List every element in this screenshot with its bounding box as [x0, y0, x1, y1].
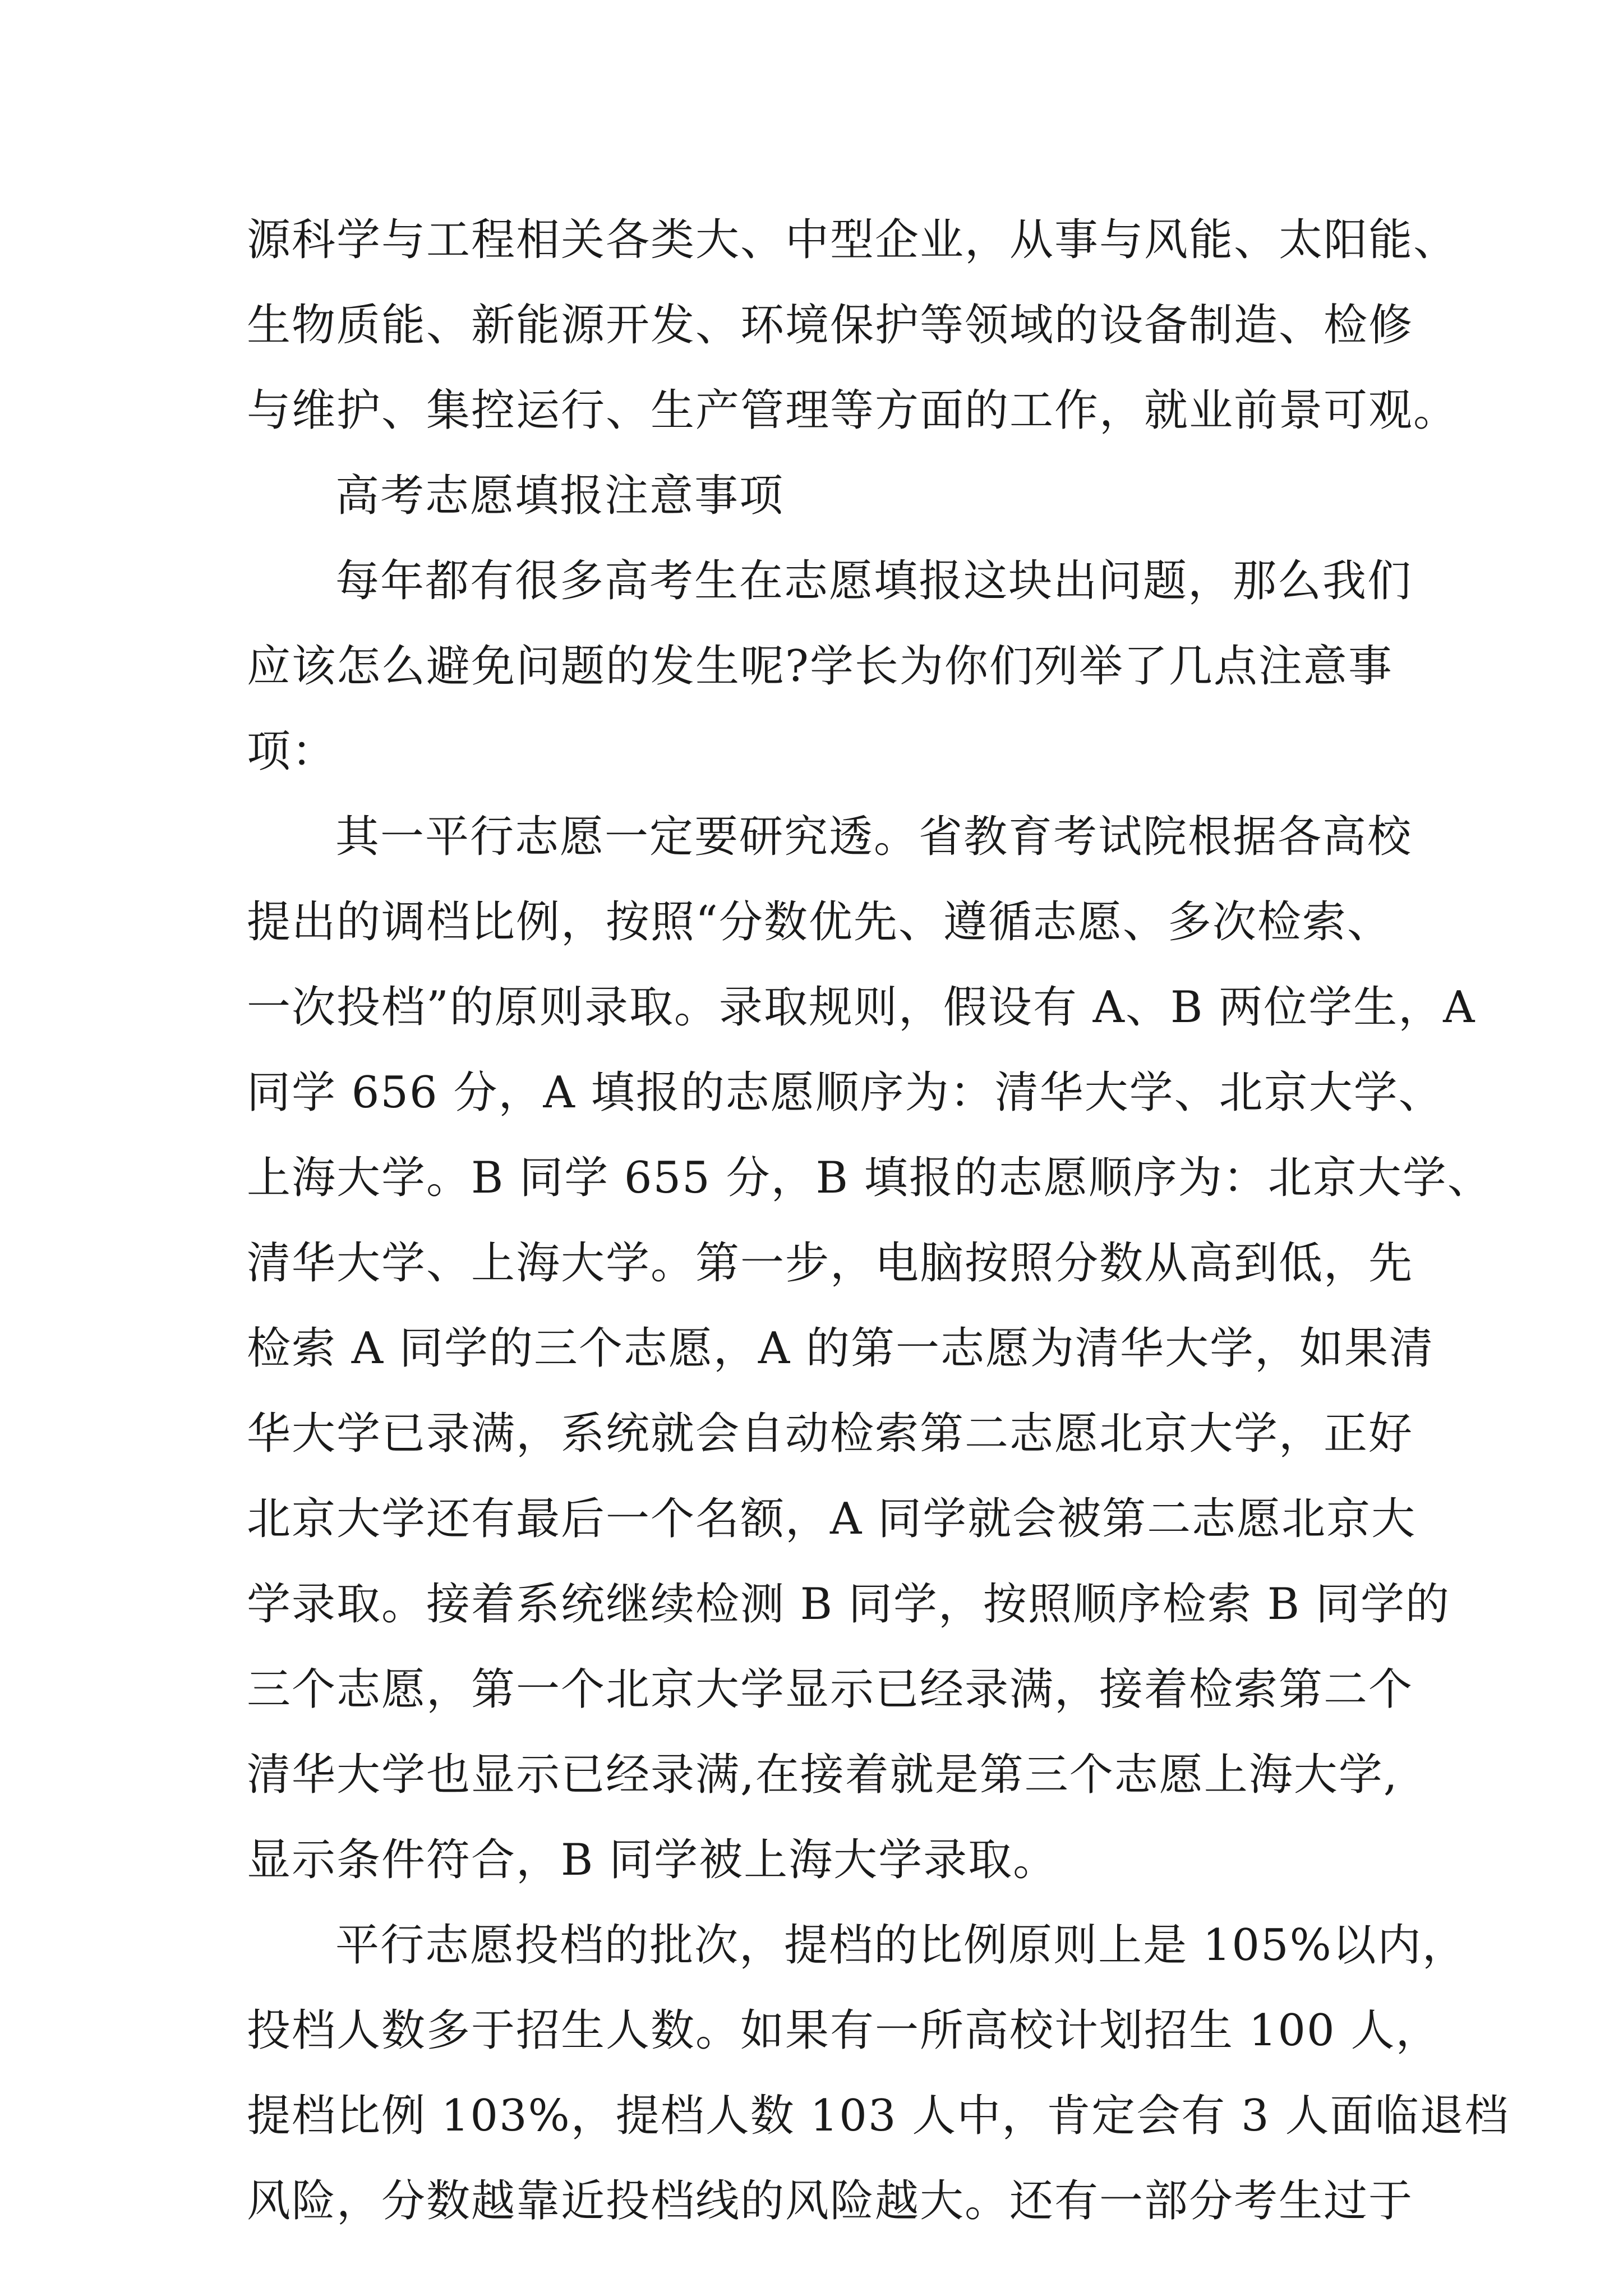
- text-line: 检索 A 同学的三个志愿，A 的第一志愿为清华大学，如果清: [247, 1323, 1435, 1374]
- text-line: 投档人数多于招生人数。如果有一所高校计划招生 100 人，: [247, 2005, 1441, 2056]
- text-line: 北京大学还有最后一个名额，A 同学就会被第二志愿北京大: [247, 1494, 1417, 1544]
- text-line: 风险，分数越靠近投档线的风险越大。还有一部分考生过于: [247, 2176, 1414, 2226]
- text-line: 上海大学。B 同学 655 分，B 填报的志愿顺序为：北京大学、: [247, 1153, 1492, 1203]
- text-line: 同学 656 分，A 填报的志愿顺序为：清华大学、北京大学、: [247, 1068, 1444, 1118]
- text-line: 学录取。接着系统继续检测 B 同学，按照顺序检索 B 同学的: [247, 1579, 1450, 1630]
- text-line: 其一平行志愿一定要研究透。省教育考试院根据各高校: [335, 812, 1413, 862]
- section-heading: 高考志愿填报注意事项: [335, 471, 785, 521]
- text-line: 提档比例 103%，提档人数 103 人中，肯定会有 3 人面临退档: [247, 2091, 1510, 2141]
- text-line: 一次投档”的原则录取。录取规则，假设有 A、B 两位学生，A: [247, 982, 1476, 1033]
- text-line: 清华大学、上海大学。第一步，电脑按照分数从高到低，先: [247, 1238, 1414, 1289]
- text-line: 生物质能、新能源开发、环境保护等领域的设备制造、检修: [247, 300, 1414, 351]
- text-line: 每年都有很多高考生在志愿填报这块出问题，那么我们: [335, 556, 1413, 606]
- text-line: 华大学已录满，系统就会自动检索第二志愿北京大学，正好: [247, 1409, 1414, 1459]
- text-line: 项：: [247, 726, 337, 777]
- text-line: 平行志愿投档的批次，提档的比例原则上是 105%以内，: [335, 1920, 1467, 1971]
- text-line: 清华大学也显示已经录满,在接着就是第三个志愿上海大学,: [247, 1750, 1399, 1800]
- text-line: 与维护、集控运行、生产管理等方面的工作，就业前景可观。: [247, 385, 1459, 436]
- text-line: 提出的调档比例，按照“分数优先、遵循志愿、多次检索、: [247, 897, 1392, 947]
- text-line: 源科学与工程相关各类大、中型企业，从事与风能、太阳能、: [247, 215, 1459, 265]
- text-line: 显示条件符合，B 同学被上海大学录取。: [247, 1835, 1058, 1885]
- text-line: 应该怎么避免问题的发生呢?学长为你们列举了几点注意事: [247, 641, 1393, 692]
- text-line: 三个志愿，第一个北京大学显示已经录满，接着检索第二个: [247, 1664, 1414, 1715]
